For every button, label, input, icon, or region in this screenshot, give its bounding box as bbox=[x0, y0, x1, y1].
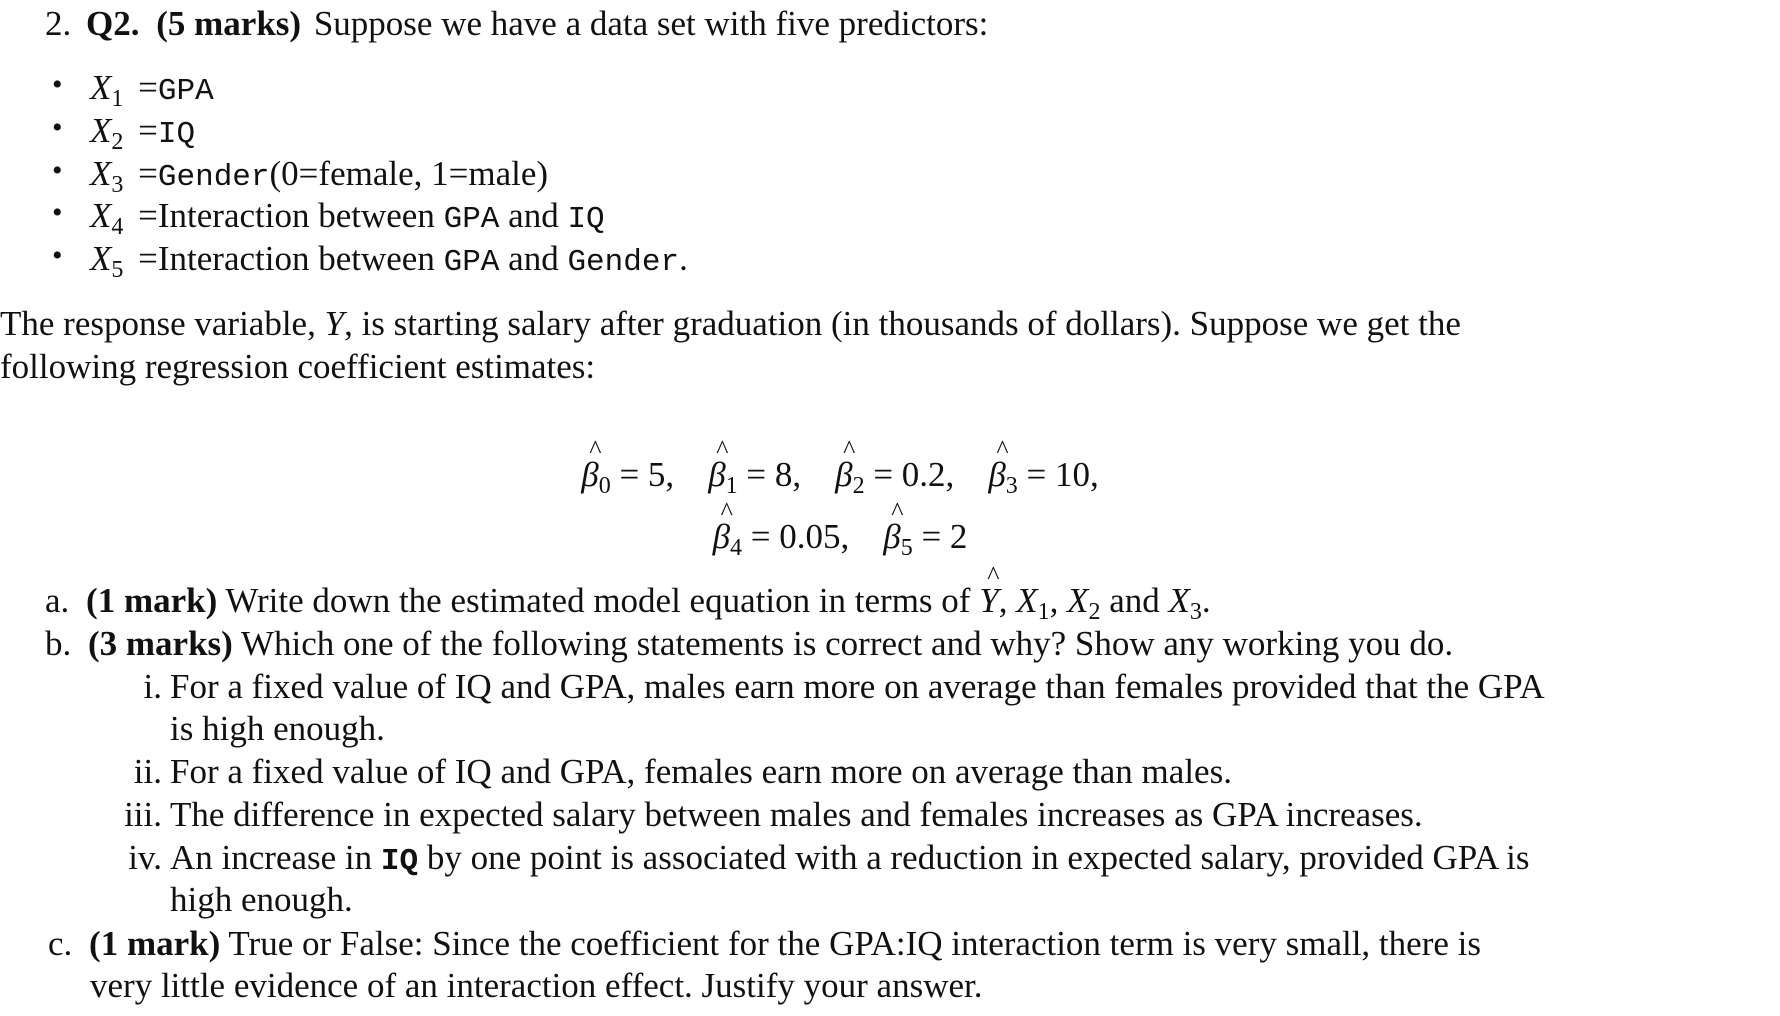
response-paragraph-line1: The response variable, Y, is starting salary after graduation (in thousands of dollars). Suppose we get the bbox=[0, 304, 1461, 343]
predictor-variable: X bbox=[90, 196, 112, 235]
part-c bbox=[48, 926, 1481, 961]
predictor-variable: X bbox=[90, 111, 112, 150]
coefficient-row-2: ^ $\beta_4 = 0.05$, ^ $\beta_5 = 2$ bbox=[520, 517, 1160, 557]
part-c-label: c. bbox=[48, 924, 73, 963]
beta-hat-symbol: ^ β bbox=[708, 455, 725, 495]
option-i-text-line2: is high enough. bbox=[170, 709, 385, 748]
predictor-variable: X bbox=[90, 154, 112, 193]
beta-hat-symbol: ^ β bbox=[713, 517, 730, 557]
question-label: Q2. bbox=[86, 4, 140, 43]
predictor-variable: X bbox=[90, 68, 112, 107]
part-c-text-line2: very little evidence of an interaction effect. Justify your answer. bbox=[90, 966, 983, 1005]
part-b bbox=[45, 626, 1453, 661]
option-ii-label: ii. bbox=[133, 752, 162, 791]
option-iv-text-line1: An increase in IQ by one point is associated with a reduction in expected salary, provided GPA is bbox=[170, 838, 1530, 879]
question-intro: Suppose we have a data set with five predictors: bbox=[313, 4, 989, 43]
part-b-text: Which one of the following statements is correct and why? Show any working you do. bbox=[240, 624, 1454, 663]
part-a-text: Write down the estimated model equation in terms of bbox=[225, 581, 971, 620]
bullet-icon: • bbox=[52, 196, 63, 229]
part-a-vars: ^ Y, $X_1$, $X_2$ and $X_3$. bbox=[979, 581, 1210, 620]
part-c-marks: (1 mark) bbox=[89, 924, 221, 963]
option-i-label: i. bbox=[143, 667, 162, 706]
coefficient-row-1: ^ $\beta_0 = 5$, ^ $\beta_1 = 8$, ^ $\beta_2 = 0.2$, ^ $\beta_3 = 10$, bbox=[520, 455, 1160, 495]
beta-hat-symbol: ^ β bbox=[835, 455, 852, 495]
beta-hat-symbol: ^ β bbox=[883, 517, 900, 557]
question-marks: (5 marks) bbox=[156, 4, 302, 43]
question-heading bbox=[45, 6, 988, 41]
bullet-icon: • bbox=[52, 239, 63, 272]
option-ii-text: For a fixed value of IQ and GPA, females earn more on average than males. bbox=[170, 752, 1232, 791]
predictor-variable: X bbox=[90, 239, 112, 278]
part-a-label: a. bbox=[45, 581, 70, 620]
beta-hat-symbol: ^ β bbox=[581, 455, 598, 495]
beta-hat-symbol: ^ β bbox=[988, 455, 1005, 495]
question-number: 2. bbox=[45, 4, 72, 43]
part-b-marks: (3 marks) bbox=[88, 624, 233, 663]
bullet-icon: • bbox=[52, 154, 63, 187]
bullet-icon: • bbox=[52, 111, 63, 144]
option-iii-label: iii. bbox=[124, 795, 162, 834]
response-paragraph-line2: following regression coefficient estimates: bbox=[0, 347, 596, 386]
part-a-marks: (1 mark) bbox=[86, 581, 218, 620]
part-b-label: b. bbox=[45, 624, 72, 663]
response-variable: Y bbox=[324, 304, 345, 343]
part-a bbox=[45, 581, 1211, 625]
option-i-text-line1: For a fixed value of IQ and GPA, males earn more on average than females provided that the GPA bbox=[170, 667, 1545, 706]
option-iv-label: iv. bbox=[128, 838, 162, 877]
bullet-icon: • bbox=[52, 68, 63, 101]
option-iv-text-line2: high enough. bbox=[170, 880, 353, 919]
option-iii-text: The difference in expected salary between males and females increases as GPA increases. bbox=[170, 795, 1423, 834]
part-c-text-line1: True or False: Since the coefficient for the GPA:IQ interaction term is very small, there is bbox=[228, 924, 1481, 963]
